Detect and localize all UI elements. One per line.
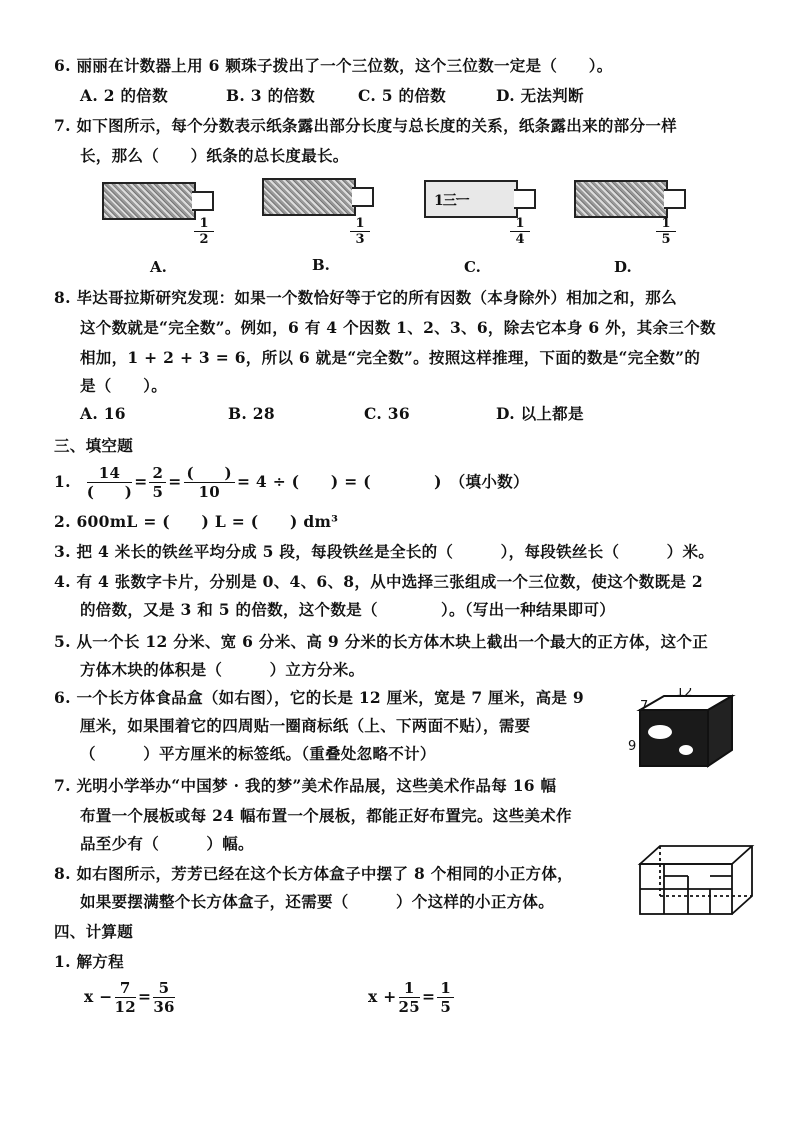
q8-line1: 8. 毕达哥拉斯研究发现：如果一个数恰好等于它的所有因数（本身除外）相加之和，那么 [54, 288, 677, 307]
fill-6-line2: 厘米，如果围着它的四周贴一圈商标纸（上、下两面不贴），需要 [80, 716, 531, 735]
fill-2: 2. 600mL = ( ) L = ( ) dm³ [54, 512, 339, 531]
food-box-figure [626, 688, 736, 776]
fill-3: 3. 把 4 米长的铁丝平均分成 5 段，每段铁丝是全长的（ ），每段铁丝长（ ）米。 [54, 542, 715, 561]
fill-6-line1: 6. 一个长方体食品盒（如右图），它的长是 12 厘米，宽是 7 厘米，高是 9 [54, 688, 584, 707]
fill-7-line3: 品至少有（ ）幅。 [80, 834, 254, 853]
box-height-label: 9 [628, 739, 637, 754]
fill-6-line3: （ ）平方厘米的标签纸。（重叠处忽略不计） [80, 744, 436, 763]
box-length-label: 12 [676, 688, 693, 700]
cube-box-figure [636, 838, 756, 918]
fill-1-fraction-c: $\frac{( )}{10}$ [184, 464, 235, 501]
q7-line2: 长，那么（ ）纸条的总长度最长。 [80, 146, 349, 165]
fill-1: 1. $\frac{14}{( )}$ = $\frac{2}{5}$ = $\frac{( )}{10}$ = 4 ÷ ( ) = ( ) （填小数） [54, 463, 529, 501]
strip-a-fraction: 1 2 [194, 216, 214, 247]
strip-d-fraction: 1 5 [656, 216, 676, 247]
box-width-label: 7 [640, 699, 649, 714]
fill-4-line2: 的倍数，又是 3 和 5 的倍数，这个数是（ ）。（写出一种结果即可） [80, 600, 616, 619]
strip-c-fraction: 1 4 [510, 216, 530, 247]
fill-8-line2: 如果要摆满整个长方体盒子，还需要（ ）个这样的小正方体。 [80, 892, 555, 911]
q8-line4: 是（ ）。 [80, 376, 168, 395]
fill-1-fraction-a: $\frac{14}{( )}$ [86, 463, 133, 501]
section3-title: 三、填空题 [54, 436, 134, 455]
q8-line3: 相加，1 + 2 + 3 = 6，所以 6 就是“完全数”。按照这样推理，下面的数是“完全数”的 [80, 348, 701, 367]
fill-5-line2: 方体木块的体积是（ ）立方分米。 [80, 660, 365, 679]
section4-title: 四、计算题 [54, 922, 134, 941]
q6-option-d: D. 无法判断 [496, 86, 584, 105]
strip-b-label: B. [312, 256, 330, 274]
q8-line2: 这个数就是“完全数”。例如，6 有 4 个因数 1、2、3、6，除去它本身 6 外，其余三个数 [80, 318, 716, 337]
strip-c-label: C. [464, 258, 481, 276]
q6-option-b: B. 3 的倍数 [226, 86, 315, 105]
fill-7-line2: 布置一个展板或每 24 幅布置一个展板，都能正好布置完。这些美术作 [80, 806, 572, 825]
q7-line1: 7. 如下图所示，每个分数表示纸条露出部分长度与总长度的关系，纸条露出来的部分一样 [54, 116, 677, 135]
fill-8-line1: 8. 如右图所示，芳芳已经在这个长方体盒子中摆了 8 个相同的小正方体， [54, 864, 573, 883]
q6-option-a: A. 2 的倍数 [80, 86, 168, 105]
paper-strip-c: 1三ㅡ [424, 180, 534, 230]
q8-option-d: D. 以上都是 [496, 404, 584, 423]
q6-stem: 6. 丽丽在计数器上用 6 颗珠子拨出了一个三位数，这个三位数一定是（ ）。 [54, 56, 613, 75]
q6-option-c: C. 5 的倍数 [358, 86, 446, 105]
q8-option-b: B. 28 [228, 404, 275, 423]
fill-5-line1: 5. 从一个长 12 分米、宽 6 分米、高 9 分米的长方体木块上截出一个最大的正方体，这个正 [54, 632, 708, 651]
equation-1: x − $\frac{7}{12}$ = $\frac{5}{36}$ [84, 978, 175, 1016]
q8-option-c: C. 36 [364, 404, 410, 423]
strip-a-label: A. [150, 258, 167, 276]
section4-sub1: 1. 解方程 [54, 952, 124, 971]
fill-4-line1: 4. 有 4 张数字卡片，分别是 0、4、6、8，从中选择三张组成一个三位数，使这个数既是 2 [54, 572, 703, 591]
fill-1-fraction-b: $\frac{2}{5}$ [149, 464, 166, 501]
q8-option-a: A. 16 [80, 404, 126, 423]
strip-b-fraction: 1 3 [350, 216, 370, 247]
equation-2: x + $\frac{1}{25}$ = $\frac{1}{5}$ [368, 976, 456, 1018]
fill-7-line1: 7. 光明小学举办“中国梦 · 我的梦”美术作品展，这些美术作品每 16 幅 [54, 776, 557, 795]
strip-d-label: D. [614, 258, 632, 276]
